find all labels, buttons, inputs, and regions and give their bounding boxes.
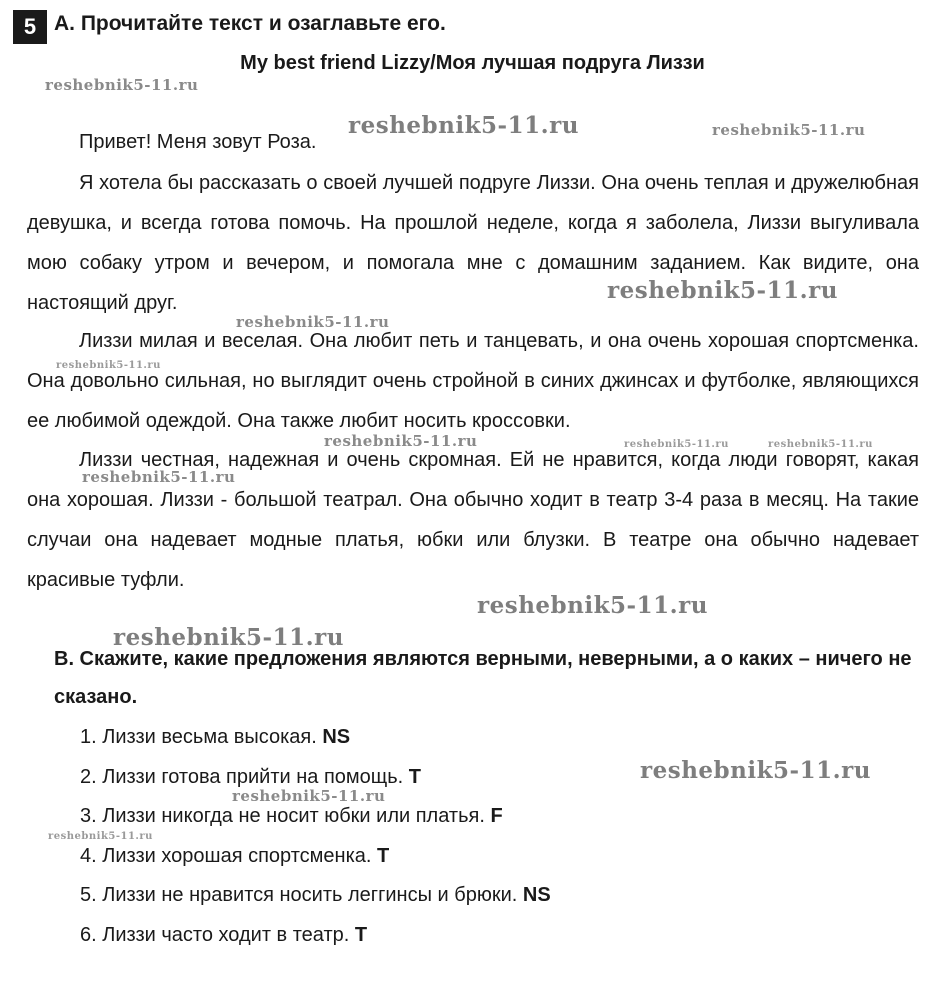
answer-text: 5. Лиззи не нравится носить леггинсы и брюки.: [80, 884, 518, 906]
watermark: reshebnik5-11.ru: [48, 831, 153, 842]
task-a-heading: A. Прочитайте текст и озаглавьте его.: [54, 12, 446, 35]
watermark: reshebnik5-11.ru: [45, 76, 199, 94]
answer-item: [80, 837, 551, 877]
answer-item: [80, 797, 551, 837]
watermark: reshebnik5-11.ru: [56, 360, 161, 371]
watermark: reshebnik5-11.ru: [236, 313, 390, 331]
text-title: My best friend Lizzy/Моя лучшая подруга Лиззи: [240, 52, 705, 74]
watermark: reshebnik5-11.ru: [324, 432, 478, 450]
watermark: reshebnik5-11.ru: [232, 787, 386, 805]
paragraph-theatre: Лиззи честная, надежная и очень скромная. Ей не нравится, когда люди говорят, какая она хорошая. Лиззи - большой театрал. Она обычно ходит в театр 3-4 раза в месяц. На такие случаи она надевает модные платья, юбки или блузки. В театре она обычно надевает красивые туфли.: [27, 449, 919, 591]
answer-item: [80, 718, 551, 758]
answer-text: 1. Лиззи весьма высокая.: [80, 726, 317, 748]
answer-item: [80, 916, 551, 956]
watermark: reshebnik5-11.ru: [768, 439, 873, 450]
answer-mark: F: [490, 805, 503, 827]
answer-text: 2. Лиззи готова прийти на помощь.: [80, 765, 404, 788]
paragraph-friend-intro: Я хотела бы рассказать о своей лучшей подруге Лиззи. Она очень теплая и дружелюбная девушка, и всегда готова помочь. На прошлой неделе, когда я заболела, Лиззи выгуливала мою собаку утром и вечером, и помогала мне с домашним заданием. Как видите, она настоящий друг.: [27, 172, 919, 314]
answer-mark: T: [354, 923, 368, 946]
answer-text: 3. Лиззи никогда не носит юбки или платья.: [80, 805, 485, 827]
watermark: reshebnik5-11.ru: [113, 624, 344, 651]
answer-text: 6. Лиззи часто ходит в театр.: [80, 923, 350, 946]
watermark: reshebnik5-11.ru: [607, 277, 838, 304]
watermark: reshebnik5-11.ru: [348, 112, 579, 139]
answer-text: 4. Лиззи хорошая спортсменка.: [80, 844, 372, 867]
answer-mark: T: [408, 765, 422, 788]
answer-item: [80, 758, 551, 798]
answer-item: [80, 876, 551, 916]
answer-mark: T: [377, 844, 390, 867]
paragraph-personality: Лиззи милая и веселая. Она любит петь и танцевать, и она очень хорошая спортсменка. Она довольно сильная, но выглядит очень стройной в синих джинсах и футболке, являющихся ее любимой одеждой. Она также любит носить кроссовки.: [27, 330, 919, 432]
task-b-heading: B. Скажите, какие предложения являются верными, неверными, а о каких – ничего не сказано.: [54, 648, 912, 708]
answer-mark: NS: [522, 884, 551, 906]
watermark: reshebnik5-11.ru: [624, 439, 729, 450]
watermark: reshebnik5-11.ru: [477, 592, 708, 619]
paragraph-greeting: Привет! Меня зовут Роза.: [79, 131, 317, 153]
answer-mark: NS: [322, 726, 351, 748]
watermark: reshebnik5-11.ru: [640, 757, 871, 784]
answer-list: [80, 718, 551, 955]
watermark: reshebnik5-11.ru: [712, 121, 866, 139]
task-number-badge: 5: [13, 10, 47, 44]
watermark: reshebnik5-11.ru: [82, 468, 236, 486]
